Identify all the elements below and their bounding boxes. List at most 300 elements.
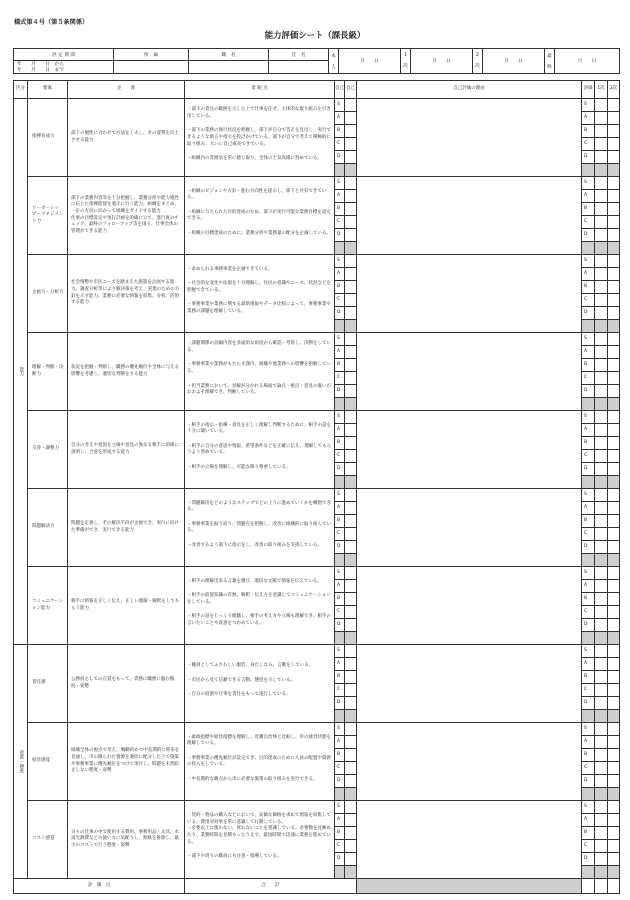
grade-option[interactable]: D — [335, 541, 344, 554]
self-eval-box[interactable] — [345, 138, 356, 151]
first-eval-box[interactable] — [595, 853, 607, 866]
post-field[interactable] — [189, 61, 269, 74]
second-eval-box[interactable] — [608, 749, 619, 762]
self-eval-box[interactable] — [345, 697, 356, 710]
first-eval-box[interactable] — [595, 190, 607, 203]
grade-option[interactable]: C — [582, 138, 594, 151]
first-eval-box[interactable] — [595, 801, 607, 814]
second-eval-box[interactable] — [608, 164, 619, 177]
self-eval-box[interactable] — [345, 827, 356, 840]
first-eval-box[interactable] — [595, 229, 607, 242]
grade-option[interactable]: C — [335, 762, 344, 775]
grade-option[interactable]: D — [335, 853, 344, 866]
self-reason-field[interactable] — [357, 411, 582, 489]
self-eval-box[interactable] — [345, 528, 356, 541]
first-eval-box[interactable] — [595, 736, 607, 749]
grade-option[interactable]: C — [582, 216, 594, 229]
first-eval-box[interactable] — [595, 255, 607, 268]
first-eval-box[interactable] — [595, 775, 607, 788]
first-eval-box[interactable] — [595, 398, 607, 411]
grade-option[interactable]: B — [335, 749, 344, 762]
first-eval-box[interactable] — [595, 619, 607, 632]
first-eval-box[interactable] — [595, 762, 607, 775]
self-eval-box[interactable] — [345, 268, 356, 281]
grade-option[interactable]: D — [582, 853, 594, 866]
first-eval-box[interactable] — [595, 164, 607, 177]
self-eval-box[interactable] — [345, 151, 356, 164]
second-eval-box[interactable] — [608, 294, 619, 307]
self-eval-box[interactable] — [345, 398, 356, 411]
grade-option[interactable]: A — [582, 580, 594, 593]
self-eval-box[interactable] — [345, 333, 356, 346]
second-eval-box[interactable] — [608, 502, 619, 515]
grade-option[interactable]: D — [335, 463, 344, 476]
first-eval-box[interactable] — [595, 593, 607, 606]
grade-option[interactable]: A — [582, 112, 594, 125]
first-eval-box[interactable] — [595, 697, 607, 710]
first-eval-box[interactable] — [595, 151, 607, 164]
first-eval-box[interactable] — [595, 788, 607, 801]
grade-option[interactable]: D — [335, 619, 344, 632]
second-eval-box[interactable] — [608, 684, 619, 697]
self-eval-box[interactable] — [345, 801, 356, 814]
grade-option[interactable]: S — [582, 489, 594, 502]
self-eval-box[interactable] — [345, 359, 356, 372]
self-eval-box[interactable] — [345, 463, 356, 476]
first-eval-box[interactable] — [595, 138, 607, 151]
grade-option[interactable]: D — [335, 385, 344, 398]
grade-option[interactable]: B — [335, 125, 344, 138]
first-eval-box[interactable] — [595, 840, 607, 853]
grade-option[interactable]: C — [582, 762, 594, 775]
grade-option[interactable]: C — [335, 216, 344, 229]
self-eval-box[interactable] — [345, 164, 356, 177]
grade-option[interactable]: D — [582, 385, 594, 398]
first-eval-box[interactable] — [595, 177, 607, 190]
second-eval-box[interactable] — [608, 242, 619, 255]
grade-option[interactable]: C — [335, 450, 344, 463]
self-eval-box[interactable] — [345, 684, 356, 697]
grade-option[interactable]: C — [582, 372, 594, 385]
first-eval-box[interactable] — [595, 554, 607, 567]
second-eval-box[interactable] — [608, 710, 619, 723]
self-eval-box[interactable] — [345, 788, 356, 801]
self-reason-field[interactable] — [357, 723, 582, 801]
second-eval-box[interactable] — [608, 788, 619, 801]
self-reason-field[interactable] — [357, 801, 582, 879]
self-eval-box[interactable] — [345, 736, 356, 749]
grade-option[interactable]: D — [335, 151, 344, 164]
grade-option[interactable]: B — [335, 515, 344, 528]
self-eval-box[interactable] — [345, 489, 356, 502]
self-eval-box[interactable] — [345, 671, 356, 684]
self-eval-box[interactable] — [345, 99, 356, 112]
grade-option[interactable]: S — [582, 255, 594, 268]
second-eval-box[interactable] — [608, 359, 619, 372]
first-eval-box[interactable] — [595, 645, 607, 658]
first-eval-box[interactable] — [595, 710, 607, 723]
second-eval-box[interactable] — [608, 99, 619, 112]
second-eval-box[interactable] — [608, 593, 619, 606]
grade-option[interactable]: D — [582, 307, 594, 320]
second-eval-box[interactable] — [608, 489, 619, 502]
final-date[interactable]: 月 日 — [555, 49, 620, 74]
self-eval-box[interactable] — [345, 853, 356, 866]
self-eval-box[interactable] — [345, 580, 356, 593]
first-eval-box[interactable] — [595, 437, 607, 450]
second-eval-box[interactable] — [608, 775, 619, 788]
second-eval-box[interactable] — [608, 476, 619, 489]
self-eval-box[interactable] — [345, 307, 356, 320]
second-eval-box[interactable] — [608, 762, 619, 775]
first-eval-box[interactable] — [595, 268, 607, 281]
first-eval-box[interactable] — [595, 580, 607, 593]
second-eval-box[interactable] — [608, 190, 619, 203]
first-eval-box[interactable] — [595, 866, 607, 879]
self-eval-box[interactable] — [345, 645, 356, 658]
grade-option[interactable]: S — [335, 177, 344, 190]
self-eval-box[interactable] — [345, 554, 356, 567]
second-eval-box[interactable] — [608, 177, 619, 190]
second-eval-box[interactable] — [608, 866, 619, 879]
second-eval-box[interactable] — [608, 645, 619, 658]
second-eval-box[interactable] — [608, 385, 619, 398]
second-eval-box[interactable] — [608, 281, 619, 294]
grade-option[interactable]: S — [582, 723, 594, 736]
grade-option[interactable]: D — [335, 229, 344, 242]
self-eval-box[interactable] — [345, 567, 356, 580]
self-eval-box[interactable] — [345, 294, 356, 307]
first-eval-box[interactable] — [595, 671, 607, 684]
self-reason-field[interactable] — [357, 333, 582, 411]
second-eval-box[interactable] — [608, 801, 619, 814]
grade-option[interactable]: D — [582, 775, 594, 788]
grade-option[interactable]: S — [582, 333, 594, 346]
self-eval-box[interactable] — [345, 281, 356, 294]
first-eval-box[interactable] — [595, 567, 607, 580]
second-eval-box[interactable] — [608, 112, 619, 125]
grade-option[interactable]: A — [335, 814, 344, 827]
grade-option[interactable]: S — [582, 411, 594, 424]
grade-option[interactable]: C — [582, 840, 594, 853]
first-eval-box[interactable] — [595, 359, 607, 372]
first-eval-box[interactable] — [595, 411, 607, 424]
self-eval-box[interactable] — [345, 190, 356, 203]
grade-option[interactable]: S — [582, 645, 594, 658]
grade-option[interactable]: B — [582, 827, 594, 840]
grade-option[interactable]: B — [582, 515, 594, 528]
grade-option[interactable]: C — [335, 840, 344, 853]
grade-option[interactable]: C — [582, 450, 594, 463]
self-eval-box[interactable] — [345, 385, 356, 398]
grade-option[interactable]: D — [582, 229, 594, 242]
second-eval-box[interactable] — [608, 840, 619, 853]
grade-option[interactable]: B — [335, 593, 344, 606]
grade-option[interactable]: S — [582, 567, 594, 580]
first-eval-box[interactable] — [595, 203, 607, 216]
total-second[interactable] — [608, 879, 620, 894]
self-eval-box[interactable] — [345, 450, 356, 463]
dept-field[interactable] — [114, 61, 189, 74]
grade-option[interactable]: A — [582, 346, 594, 359]
total-eval[interactable] — [582, 879, 595, 894]
first-eval-box[interactable] — [595, 632, 607, 645]
first-eval-box[interactable] — [595, 424, 607, 437]
self-eval-box[interactable] — [345, 372, 356, 385]
grade-option[interactable]: S — [335, 99, 344, 112]
grade-option[interactable]: S — [582, 801, 594, 814]
grade-option[interactable]: C — [582, 606, 594, 619]
self-eval-box[interactable] — [345, 749, 356, 762]
first-eval-box[interactable] — [595, 684, 607, 697]
self-eval-box[interactable] — [345, 112, 356, 125]
grade-option[interactable]: B — [582, 671, 594, 684]
self-eval-box[interactable] — [345, 814, 356, 827]
second-eval-box[interactable] — [608, 827, 619, 840]
grade-option[interactable]: B — [335, 203, 344, 216]
self-eval-box[interactable] — [345, 775, 356, 788]
second-eval-box[interactable] — [608, 229, 619, 242]
grade-option[interactable]: B — [335, 827, 344, 840]
first-eval-box[interactable] — [595, 827, 607, 840]
first-eval-box[interactable] — [595, 723, 607, 736]
self-eval-box[interactable] — [345, 723, 356, 736]
grade-option[interactable]: A — [582, 736, 594, 749]
second-eval-box[interactable] — [608, 138, 619, 151]
second-eval-box[interactable] — [608, 320, 619, 333]
self-eval-box[interactable] — [345, 710, 356, 723]
first-eval-box[interactable] — [595, 515, 607, 528]
first-eval-box[interactable] — [595, 814, 607, 827]
second-eval-box[interactable] — [608, 853, 619, 866]
self-eval-box[interactable] — [345, 502, 356, 515]
second-eval-box[interactable] — [608, 372, 619, 385]
self-eval-box[interactable] — [345, 866, 356, 879]
first-eval-box[interactable] — [595, 112, 607, 125]
grade-option[interactable]: D — [582, 541, 594, 554]
second-eval-box[interactable] — [608, 203, 619, 216]
grade-option[interactable]: S — [582, 177, 594, 190]
grade-option[interactable]: S — [335, 411, 344, 424]
first-eval-box[interactable] — [595, 294, 607, 307]
grade-option[interactable]: D — [335, 697, 344, 710]
grade-option[interactable]: A — [335, 502, 344, 515]
first-eval-box[interactable] — [595, 307, 607, 320]
self-eval-box[interactable] — [345, 242, 356, 255]
self-eval-box[interactable] — [345, 229, 356, 242]
second-eval-box[interactable] — [608, 554, 619, 567]
second-eval-box[interactable] — [608, 151, 619, 164]
first-eval-box[interactable] — [595, 476, 607, 489]
second-eval-box[interactable] — [608, 411, 619, 424]
grade-option[interactable]: C — [582, 684, 594, 697]
grade-option[interactable]: D — [582, 697, 594, 710]
first-eval-box[interactable] — [595, 281, 607, 294]
self-eval-box[interactable] — [345, 346, 356, 359]
second-eval-box[interactable] — [608, 580, 619, 593]
grade-option[interactable]: C — [582, 294, 594, 307]
grade-option[interactable]: A — [582, 424, 594, 437]
self-eval-box[interactable] — [345, 125, 356, 138]
grade-option[interactable]: C — [335, 606, 344, 619]
grade-option[interactable]: D — [335, 775, 344, 788]
second-eval-box[interactable] — [608, 697, 619, 710]
second-eval-box[interactable] — [608, 606, 619, 619]
second-eval-box[interactable] — [608, 346, 619, 359]
second-eval-box[interactable] — [608, 216, 619, 229]
second-eval-box[interactable] — [608, 632, 619, 645]
first-eval-box[interactable] — [595, 99, 607, 112]
grade-option[interactable]: B — [335, 671, 344, 684]
grade-option[interactable]: B — [582, 281, 594, 294]
grade-option[interactable]: C — [335, 684, 344, 697]
second-eval-box[interactable] — [608, 125, 619, 138]
self-reason-field[interactable] — [357, 177, 582, 255]
self-date[interactable]: 月 日 — [339, 49, 401, 74]
first-eval-box[interactable] — [595, 528, 607, 541]
second-eval-box[interactable] — [608, 268, 619, 281]
self-eval-box[interactable] — [345, 476, 356, 489]
grade-option[interactable]: D — [582, 151, 594, 164]
total-first[interactable] — [595, 879, 608, 894]
self-eval-box[interactable] — [345, 619, 356, 632]
second-eval-box[interactable] — [608, 424, 619, 437]
first-eval-box[interactable] — [595, 242, 607, 255]
grade-option[interactable]: C — [335, 372, 344, 385]
self-eval-box[interactable] — [345, 203, 356, 216]
grade-option[interactable]: B — [582, 203, 594, 216]
second-eval-box[interactable] — [608, 814, 619, 827]
self-reason-field[interactable] — [357, 645, 582, 723]
first-eval-box[interactable] — [595, 606, 607, 619]
grade-option[interactable]: B — [582, 437, 594, 450]
second-eval-box[interactable] — [608, 307, 619, 320]
self-eval-box[interactable] — [345, 255, 356, 268]
self-eval-box[interactable] — [345, 320, 356, 333]
grade-option[interactable]: S — [582, 99, 594, 112]
second-eval-box[interactable] — [608, 619, 619, 632]
first-eval-box[interactable] — [595, 749, 607, 762]
grade-option[interactable]: B — [582, 359, 594, 372]
second-eval-box[interactable] — [608, 515, 619, 528]
first-eval-box[interactable] — [595, 502, 607, 515]
self-reason-field[interactable] — [357, 567, 582, 645]
second-eval-box[interactable] — [608, 255, 619, 268]
name-field[interactable] — [269, 61, 329, 74]
self-eval-box[interactable] — [345, 216, 356, 229]
first-eval-box[interactable] — [595, 385, 607, 398]
second-eval-box[interactable] — [608, 723, 619, 736]
first-eval-box[interactable] — [595, 658, 607, 671]
grade-option[interactable]: A — [582, 658, 594, 671]
grade-option[interactable]: S — [335, 333, 344, 346]
self-reason-field[interactable] — [357, 99, 582, 177]
self-eval-box[interactable] — [345, 515, 356, 528]
second-eval-box[interactable] — [608, 463, 619, 476]
second-eval-box[interactable] — [608, 567, 619, 580]
self-eval-box[interactable] — [345, 762, 356, 775]
self-eval-box[interactable] — [345, 424, 356, 437]
period-range[interactable]: 年 月 日 から 年 月 日 まで — [14, 61, 114, 74]
first-eval-box[interactable] — [595, 346, 607, 359]
grade-option[interactable]: A — [335, 112, 344, 125]
grade-option[interactable]: S — [335, 723, 344, 736]
grade-option[interactable]: B — [582, 593, 594, 606]
self-eval-box[interactable] — [345, 437, 356, 450]
first-eval-box[interactable] — [595, 320, 607, 333]
self-eval-box[interactable] — [345, 593, 356, 606]
second-eval-box[interactable] — [608, 736, 619, 749]
first-eval-box[interactable] — [595, 541, 607, 554]
grade-option[interactable]: D — [335, 307, 344, 320]
grade-option[interactable]: S — [335, 567, 344, 580]
second-eval-box[interactable] — [608, 450, 619, 463]
first-eval-box[interactable] — [595, 450, 607, 463]
grade-option[interactable]: B — [335, 437, 344, 450]
grade-option[interactable]: A — [335, 346, 344, 359]
grade-option[interactable]: D — [582, 463, 594, 476]
grade-option[interactable]: A — [582, 814, 594, 827]
second-eval-box[interactable] — [608, 333, 619, 346]
grade-option[interactable]: A — [335, 580, 344, 593]
second-eval-box[interactable] — [608, 541, 619, 554]
grade-option[interactable]: A — [582, 502, 594, 515]
self-eval-box[interactable] — [345, 541, 356, 554]
grade-option[interactable]: S — [335, 645, 344, 658]
grade-option[interactable]: A — [582, 190, 594, 203]
second-eval-box[interactable] — [608, 671, 619, 684]
grade-option[interactable]: S — [335, 489, 344, 502]
first-date[interactable]: 月 日 — [411, 49, 473, 74]
second-eval-box[interactable] — [608, 658, 619, 671]
first-eval-box[interactable] — [595, 463, 607, 476]
self-eval-box[interactable] — [345, 658, 356, 671]
grade-option[interactable]: C — [335, 528, 344, 541]
first-eval-box[interactable] — [595, 125, 607, 138]
self-eval-box[interactable] — [345, 606, 356, 619]
self-eval-box[interactable] — [345, 840, 356, 853]
grade-option[interactable]: C — [335, 138, 344, 151]
grade-option[interactable]: C — [335, 294, 344, 307]
grade-option[interactable]: A — [335, 268, 344, 281]
grade-option[interactable]: B — [335, 281, 344, 294]
self-eval-box[interactable] — [345, 177, 356, 190]
grade-option[interactable]: C — [582, 528, 594, 541]
grade-option[interactable]: S — [335, 801, 344, 814]
self-eval-box[interactable] — [345, 632, 356, 645]
grade-option[interactable]: A — [335, 658, 344, 671]
grade-option[interactable]: S — [335, 255, 344, 268]
grade-option[interactable]: A — [582, 268, 594, 281]
grade-option[interactable]: B — [335, 359, 344, 372]
grade-option[interactable]: B — [582, 125, 594, 138]
first-eval-box[interactable] — [595, 489, 607, 502]
second-date[interactable]: 月 日 — [483, 49, 545, 74]
grade-option[interactable]: A — [335, 736, 344, 749]
grade-option[interactable]: A — [335, 190, 344, 203]
second-eval-box[interactable] — [608, 437, 619, 450]
grade-option[interactable]: A — [335, 424, 344, 437]
first-eval-box[interactable] — [595, 372, 607, 385]
grade-option[interactable]: D — [582, 619, 594, 632]
self-reason-field[interactable] — [357, 489, 582, 567]
second-eval-box[interactable] — [608, 398, 619, 411]
first-eval-box[interactable] — [595, 216, 607, 229]
second-eval-box[interactable] — [608, 528, 619, 541]
self-reason-field[interactable] — [357, 255, 582, 333]
grade-option[interactable]: B — [582, 749, 594, 762]
self-eval-box[interactable] — [345, 411, 356, 424]
